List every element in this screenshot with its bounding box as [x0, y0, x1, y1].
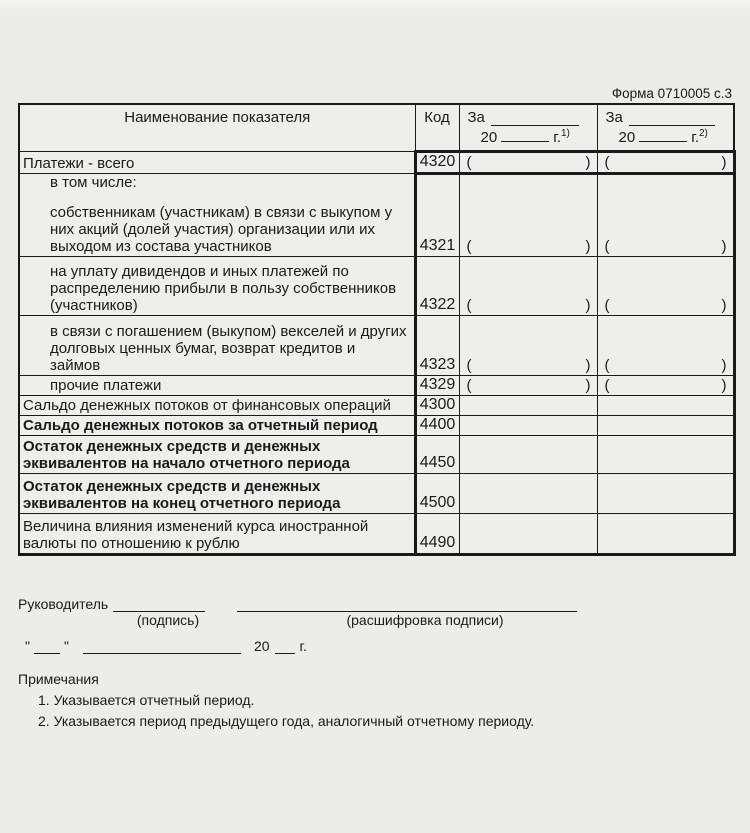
value-cell-period-2[interactable] [597, 415, 734, 435]
period-2-blank-field[interactable] [629, 112, 715, 126]
period-2-year-suffix: г. [691, 129, 699, 146]
date-year-blank-field[interactable] [275, 640, 295, 654]
row-code: 4500 [415, 473, 459, 513]
period-1-year-prefix: 20 [480, 129, 498, 146]
paren-close: ) [585, 356, 591, 374]
row-indicator-name [19, 173, 415, 256]
paren-close: ) [721, 237, 727, 255]
value-cell-period-1[interactable] [459, 395, 597, 415]
row-indicator-name [19, 151, 415, 173]
row-label: Сальдо денежных потоков от финансовых операций [23, 396, 391, 414]
paren-close: ) [721, 356, 727, 374]
period-2-year-blank-field[interactable] [639, 128, 687, 142]
signature-transcript-caption: (расшифровка подписи) [346, 611, 504, 628]
value-cell-period-2[interactable] [597, 256, 734, 315]
period-2-year-prefix: 20 [618, 129, 636, 146]
paren-open: ( [604, 153, 610, 171]
value-cell-period-2[interactable] [597, 375, 734, 395]
column-header-indicator-name: Наименование показателя [19, 104, 415, 151]
cash-flow-table [18, 103, 736, 556]
note-item-1: 1. Указывается отчетный период. [38, 691, 255, 708]
table-row [19, 473, 734, 513]
row-code: 4329 [415, 375, 459, 395]
row-sublabel: в том числе: [50, 173, 137, 191]
row-indicator-name [19, 375, 415, 395]
paren-open: ( [604, 356, 610, 374]
value-cell-period-2[interactable] [597, 173, 734, 256]
period-1-za-label: За [467, 109, 485, 126]
period-2-za-label: За [605, 109, 623, 126]
row-indicator-name [19, 415, 415, 435]
row-indicator-name [19, 256, 415, 315]
paren-close: ) [585, 237, 591, 255]
row-code: 4450 [415, 435, 459, 473]
value-cell-period-2[interactable] [597, 513, 734, 554]
manager-label: Руководитель [18, 595, 109, 612]
value-cell-period-1[interactable] [459, 315, 597, 375]
notes-title: Примечания [18, 670, 99, 687]
signature-caption: (подпись) [136, 611, 200, 628]
row-code: 4323 [415, 315, 459, 375]
table-row [19, 375, 734, 395]
period-1-blank-field[interactable] [491, 112, 579, 126]
value-cell-period-2[interactable] [597, 151, 734, 173]
period-2-note-ref: 2) [699, 128, 708, 139]
value-cell-period-1[interactable] [459, 473, 597, 513]
signature-name-blank-field[interactable] [237, 598, 577, 612]
table-row [19, 415, 734, 435]
row-label: в связи с погашением (выкупом) векселей и других долговых ценных бумаг, возврат кредитов и займов [50, 322, 407, 374]
paren-close: ) [721, 296, 727, 314]
paren-close: ) [585, 153, 591, 171]
date-month-blank-field[interactable] [83, 640, 241, 654]
period-1-note-ref: 1) [561, 128, 570, 139]
value-cell-period-1[interactable] [459, 151, 597, 173]
row-indicator-name [19, 435, 415, 473]
paren-open: ( [466, 153, 472, 171]
date-quote-open: " [25, 637, 30, 654]
value-cell-period-1[interactable] [459, 415, 597, 435]
row-label: на уплату дивидендов и иных платежей по распределению прибыли в пользу собственников (участников) [50, 262, 397, 314]
row-label: Остаток денежных средств и денежных эквивалентов на начало отчетного периода [23, 437, 350, 472]
date-day-blank-field[interactable] [34, 640, 60, 654]
row-label: Величина влияния изменений курса иностранной валюты по отношению к рублю [23, 517, 369, 552]
table-row [19, 315, 734, 375]
signature-block [18, 594, 733, 654]
date-year-suffix: г. [299, 637, 307, 654]
paren-close: ) [721, 153, 727, 171]
row-code: 4321 [415, 173, 459, 256]
period-1-year-suffix: г. [553, 129, 561, 146]
value-cell-period-1[interactable] [459, 375, 597, 395]
paren-open: ( [466, 376, 472, 394]
row-indicator-name [19, 395, 415, 415]
paren-close: ) [721, 376, 727, 394]
paren-open: ( [466, 296, 472, 314]
row-label: Остаток денежных средств и денежных эквивалентов на конец отчетного периода [23, 477, 341, 512]
paren-open: ( [604, 376, 610, 394]
row-label: собственникам (участникам) в связи с выкупом у них акций (долей участия) организации или их выходом из состава участников [50, 203, 393, 255]
row-code: 4400 [415, 415, 459, 435]
value-cell-period-1[interactable] [459, 173, 597, 256]
value-cell-period-1[interactable] [459, 513, 597, 554]
table-header-row [19, 104, 734, 151]
row-code: 4300 [415, 395, 459, 415]
table-row [19, 435, 734, 473]
row-label: Платежи - всего [23, 154, 135, 172]
row-indicator-name [19, 473, 415, 513]
paren-open: ( [604, 296, 610, 314]
table-row [19, 151, 734, 173]
row-code: 4322 [415, 256, 459, 315]
table-row [19, 173, 734, 256]
row-code: 4320 [415, 151, 459, 173]
form-number-label: Форма 0710005 с.3 [611, 86, 732, 101]
note-item-2: 2. Указывается период предыдущего года, аналогичный отчетному периоду. [38, 712, 535, 729]
row-indicator-name [19, 315, 415, 375]
paren-open: ( [466, 356, 472, 374]
column-header-period-1 [459, 104, 597, 151]
table-row [19, 395, 734, 415]
row-label: прочие платежи [50, 376, 162, 394]
paren-close: ) [585, 296, 591, 314]
value-cell-period-2[interactable] [597, 473, 734, 513]
signature-blank-field[interactable] [113, 598, 205, 612]
value-cell-period-2[interactable] [597, 435, 734, 473]
date-year-prefix: 20 [253, 637, 270, 654]
value-cell-period-1[interactable] [459, 435, 597, 473]
value-cell-period-2[interactable] [597, 395, 734, 415]
row-indicator-name [19, 513, 415, 554]
date-quote-close: " [63, 637, 69, 654]
column-header-code: Код [415, 104, 459, 151]
paren-close: ) [585, 376, 591, 394]
row-label: Сальдо денежных потоков за отчетный период [23, 416, 378, 434]
row-code: 4490 [415, 513, 459, 554]
paren-open: ( [466, 237, 472, 255]
value-cell-period-1[interactable] [459, 256, 597, 315]
column-header-period-2 [597, 104, 734, 151]
table-row [19, 256, 734, 315]
value-cell-period-2[interactable] [597, 315, 734, 375]
notes-block [18, 671, 733, 729]
table-row [19, 513, 734, 554]
paren-open: ( [604, 237, 610, 255]
period-1-year-blank-field[interactable] [501, 128, 549, 142]
